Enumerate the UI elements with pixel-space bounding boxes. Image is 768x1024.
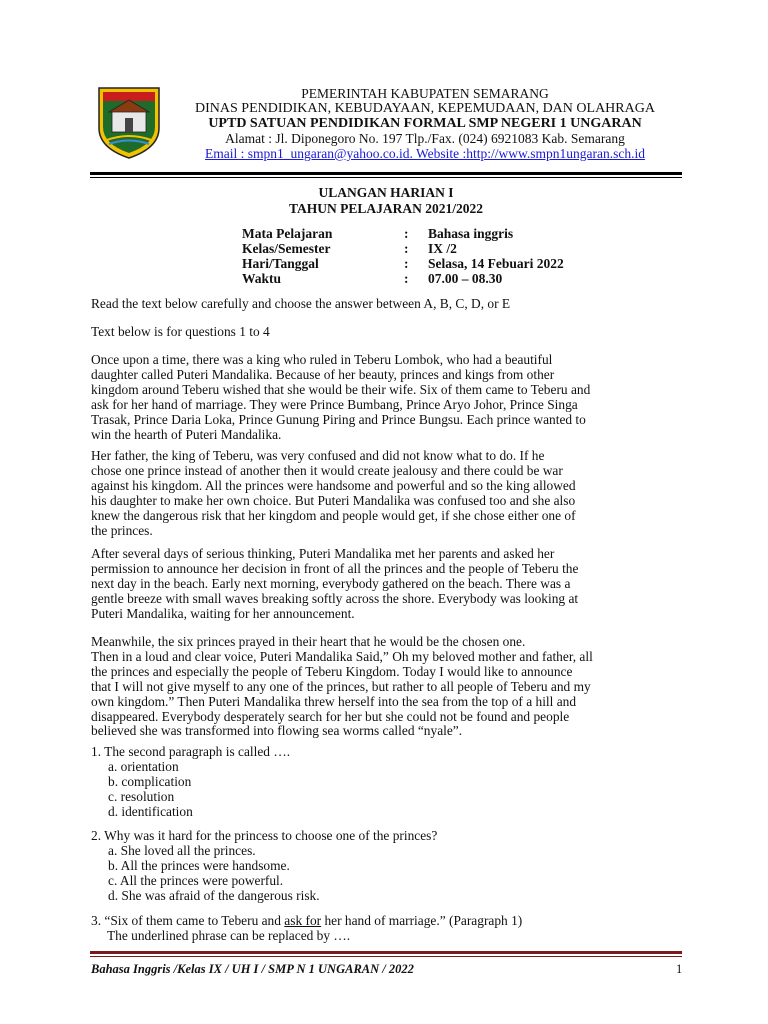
question-2: [91, 829, 691, 904]
answer-option[interactable]: c. All the princes were powerful.: [108, 872, 284, 888]
text-line: Puteri Mandalika, waiting for her announcement.: [91, 605, 355, 621]
text-line: ask for her hand of marriage. They were Prince Bumbang, Prince Aryo Johor, Prince Singa: [91, 396, 578, 412]
text-line: Her father, the king of Teberu, was very confused and did not know what to do. If he: [91, 448, 545, 463]
letterhead-contact-link[interactable]: Email : smpn1_ungaran@yahoo.co.id. Website :http://www.smpn1ungaran.sch.id: [205, 146, 645, 161]
text-line: chose one prince instead of another then it would create jealousy and there could be war: [91, 462, 563, 478]
info-label: Waktu: [242, 271, 282, 286]
info-label: Mata Pelajaran: [242, 226, 333, 241]
question-stem: 2. Why was it hard for the princess to choose one of the princes?: [91, 828, 438, 843]
text-line: daughter called Puteri Mandalika. Because of her beauty, princes and kings from other: [91, 366, 555, 382]
letterhead-address: Alamat : Jl. Diponegoro No. 197 Tlp./Fax. (024) 6921083 Kab. Semarang: [225, 131, 625, 146]
letterhead: [165, 86, 685, 161]
footer-divider: [90, 951, 682, 954]
question-3: [91, 914, 691, 944]
story-paragraph-4: [91, 635, 691, 739]
info-value: Selasa, 14 Febuari 2022: [428, 256, 564, 271]
question-1: [91, 745, 691, 820]
header-divider: [90, 172, 682, 175]
text-line: own kingdom.” Then Puteri Mandalika threw herself into the sea from the top of a hill and: [91, 693, 577, 709]
answer-option[interactable]: b. All the princes were handsome.: [108, 857, 290, 873]
info-separator: :: [404, 226, 409, 241]
text-line: knew the dangerous risk that her kingdom and people would get, if she chose either one of: [91, 507, 576, 523]
exam-title: ULANGAN HARIAN I: [318, 185, 454, 200]
answer-option[interactable]: d. identification: [108, 803, 193, 819]
info-label: Hari/Tanggal: [242, 256, 319, 271]
info-row-time: [242, 271, 642, 286]
stem-text: 3. “Six of them came to Teberu and: [91, 913, 285, 928]
underlined-phrase: ask for: [284, 913, 322, 928]
page-number: 1: [676, 962, 683, 976]
question-stem: 1. The second paragraph is called ….: [91, 744, 291, 759]
text-line: Then in a loud and clear voice, Puteri Mandalika Said,” Oh my beloved mother and father, all: [91, 648, 593, 664]
question-prompt: The underlined phrase can be replaced by ….: [107, 927, 351, 943]
text-line: his daughter to make her own choice. But Puteri Mandalika was confused too and she also: [91, 492, 576, 508]
letterhead-department: DINAS PENDIDIKAN, KEBUDAYAAN, KEPEMUDAAN, DAN OLAHRAGA: [195, 101, 655, 116]
info-separator: :: [404, 241, 409, 256]
text-line: win the hearth of Puteri Mandalika.: [91, 426, 282, 442]
text-line: gentle breeze with small waves breaking softly across the shore. Everybody was looking at: [91, 590, 579, 606]
footer-divider-thin: [90, 956, 682, 957]
question-stem: [91, 914, 691, 929]
text-line: disappeared. Everybody desperately search for her but she could not be found and people: [91, 708, 570, 724]
exam-info-table: [242, 226, 642, 286]
stem-text: her hand of marriage.” (Paragraph 1): [321, 913, 523, 928]
text-line: Trasak, Prince Daria Loka, Prince Gunung Piring and Prince Bungsu. Each prince wanted to: [91, 411, 586, 427]
instructions: [91, 297, 691, 312]
answer-option[interactable]: a. orientation: [108, 758, 179, 774]
info-row-class: [242, 241, 642, 256]
info-separator: :: [404, 256, 409, 271]
section-instruction: Text below is for questions 1 to 4: [91, 324, 270, 339]
text-line: next day in the beach. Early next morning, everybody gathered on the beach. There was a: [91, 575, 571, 591]
text-line: against his kingdom. All the princes were handsome and powerful and so the king allowed: [91, 477, 576, 493]
text-line: After several days of serious thinking, Puteri Mandalika met her parents and asked her: [91, 546, 555, 561]
text-line: kingdom around Teberu wished that she would be their wife. Six of them came to Teberu and: [91, 381, 591, 397]
info-separator: :: [404, 271, 409, 286]
info-row-subject: [242, 226, 642, 241]
info-value: 07.00 – 08.30: [428, 271, 503, 286]
answer-option[interactable]: a. She loved all the princes.: [108, 842, 256, 858]
exam-year: TAHUN PELAJARAN 2021/2022: [288, 201, 483, 216]
answer-option[interactable]: d. She was afraid of the dangerous risk.: [108, 887, 320, 903]
story-paragraph-2: [91, 449, 691, 538]
text-line: the princes.: [91, 522, 153, 538]
story-paragraph-1: [91, 353, 691, 442]
footer-label: Bahasa Inggris /Kelas IX / UH I / SMP N 1 UNGARAN / 2022: [91, 962, 414, 976]
header-divider-thin: [90, 177, 682, 178]
kabupaten-semarang-crest-icon: [95, 82, 163, 162]
story-paragraph-3: [91, 547, 691, 622]
info-value: IX /2: [428, 241, 457, 256]
text-line: permission to announce her decision in front of all the princes and the people of Teberu the: [91, 560, 579, 576]
letterhead-government: PEMERINTAH KABUPATEN SEMARANG: [301, 86, 549, 101]
letterhead-school: UPTD SATUAN PENDIDIKAN FORMAL SMP NEGERI 1 UNGARAN: [208, 116, 642, 131]
info-row-date: [242, 256, 642, 271]
info-value: Bahasa inggris: [428, 226, 514, 241]
section-note: [91, 325, 691, 340]
info-label: Kelas/Semester: [242, 241, 331, 256]
text-line: believed she was transformed into flowing sea worms called “nyale”.: [91, 723, 463, 739]
answer-option[interactable]: b. complication: [108, 773, 192, 789]
answer-option[interactable]: c. resolution: [108, 788, 175, 804]
text-line: that I will not give myself to any one of the princes, but rather to all people of Teberu and my: [91, 678, 591, 694]
text-line: Once upon a time, there was a king who ruled in Teberu Lombok, who had a beautiful: [91, 352, 553, 367]
text-line: Meanwhile, the six princes prayed in their heart that he would be the chosen one.: [91, 634, 526, 649]
text-line: the princes and especially the people of Teberu Kingdom. Today I would like to announce: [91, 663, 573, 679]
instruction-main: Read the text below carefully and choose the answer between A, B, C, D, or E: [91, 296, 511, 311]
